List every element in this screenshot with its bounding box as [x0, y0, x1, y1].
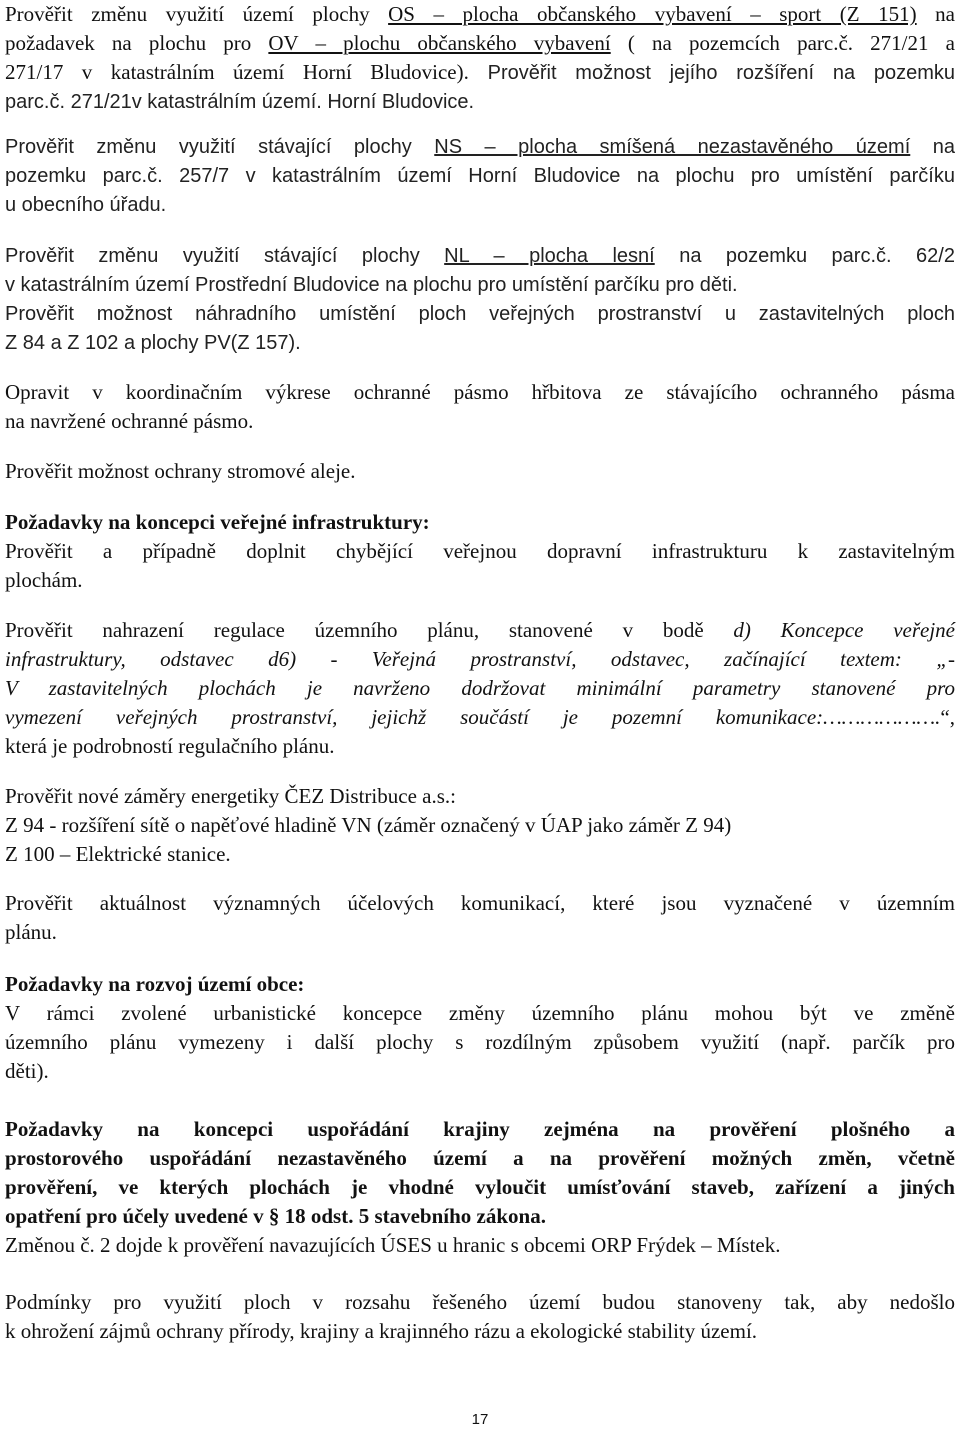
page-number: 17 — [471, 1411, 489, 1428]
paragraph-ns-plocha — [5, 133, 955, 220]
line: děti). — [5, 1059, 49, 1083]
text: ( na pozemcích parc.č. 271/21 a — [610, 31, 955, 55]
underlined-term: NL – plocha lesní — [444, 245, 655, 267]
section-krajina — [5, 1115, 955, 1260]
section-rozvoj-obce — [5, 970, 955, 1086]
line — [5, 703, 955, 732]
line: Podmínky pro využití ploch v rozsahu řešeného území budou stanoveny tak, aby nedošlo — [5, 1290, 955, 1314]
paragraph-hrbitov — [5, 378, 955, 436]
line: prověření, ve kterých plochách je vhodné vyloučit umísťování staveb, zařízení a jiných — [5, 1175, 955, 1199]
text: Prověřit nahrazení regulace územního plánu, stanovené v bodě — [5, 618, 734, 642]
section-heading: Požadavky na koncepci veřejné infrastruktury: — [5, 510, 430, 534]
line: Požadavky na koncepci uspořádání krajiny zejména na prověření plošného a — [5, 1117, 955, 1141]
text: na pozemku parc.č. 62/2 — [654, 245, 955, 267]
line: V zastavitelných plochách je navrženo dodržovat minimální parametry stanovené pro — [5, 676, 955, 700]
text: Prověřit změnu využití stávající plochy — [5, 245, 445, 267]
line: Prověřit a případně doplnit chybějící veřejnou dopravní infrastrukturu k zastavitelným — [5, 539, 955, 563]
line — [5, 242, 955, 271]
section-heading: Požadavky na rozvoj území obce: — [5, 972, 305, 996]
text: Prověřit možnost jejího rozšíření na pozemku — [468, 62, 955, 84]
line: plánu. — [5, 920, 57, 944]
paragraph-aleje — [5, 457, 955, 486]
text: požadavek na plochu pro — [5, 31, 269, 55]
line: Prověřit aktuálnost významných účelových komunikací, které jsou vyznačené v územním — [5, 891, 955, 915]
line: na navržené ochranné pásmo. — [5, 409, 254, 433]
paragraph-os-plocha — [5, 0, 955, 117]
line — [5, 29, 955, 58]
paragraph-regulace — [5, 616, 955, 761]
line: Opravit v koordinačním výkrese ochranné pásmo hřbitova ze stávajícího ochranného pásma — [5, 380, 955, 404]
line: pozemku parc.č. 257/7 v katastrálním území Horní Bludovice na plochu pro umístění parčíku — [5, 165, 955, 187]
paragraph-komunikace — [5, 889, 955, 947]
section-verejna-infrastruktura — [5, 508, 955, 595]
line: Z 94 - rozšíření sítě o napěťové hladině VN (záměr označený v ÚAP jako záměr Z 94) — [5, 813, 732, 837]
line — [5, 58, 955, 88]
line — [5, 616, 955, 645]
line: Z 100 – Elektrické stanice. — [5, 842, 231, 866]
line: u obecního úřadu. — [5, 194, 167, 216]
underlined-term: OS – plocha občanského vybavení – sport (Z 151) — [388, 2, 917, 26]
text: “, — [940, 705, 955, 729]
paragraph-podminky — [5, 1288, 955, 1346]
line: infrastruktury, odstavec d6) - Veřejná prostranství, odstavec, začínající textem: „- — [5, 647, 955, 671]
line: Změnou č. 2 dojde k prověření navazujících ÚSES u hranic s obcemi ORP Frýdek – Místek. — [5, 1233, 781, 1257]
line: k ohrožení zájmů ochrany přírody, krajiny a krajinného rázu a ekologické stability území. — [5, 1319, 758, 1343]
line: V rámci zvolené urbanistické koncepce změny územního plánu mohou být ve změně — [5, 1001, 955, 1025]
line: parc.č. 271/21v katastrálním území. Horní Bludovice. — [5, 91, 475, 113]
line: Z 84 a Z 102 a plochy PV(Z 157). — [5, 332, 301, 354]
line: v katastrálním území Prostřední Bludovice na plochu pro umístění parčíku pro děti. — [5, 274, 738, 296]
line: plochám. — [5, 568, 83, 592]
line: Prověřit možnost náhradního umístění ploch veřejných prostranství u zastavitelných ploch — [5, 303, 955, 325]
line: Prověřit možnost ochrany stromové aleje. — [5, 459, 356, 483]
line — [5, 0, 955, 29]
text: 271/17 v katastrálním území Horní Bludovice). — [5, 60, 469, 84]
text: na — [916, 2, 955, 26]
line — [5, 133, 955, 162]
line: územního plánu vymezeny i další plochy s rozdílným způsobem využití (např. parčík pro — [5, 1030, 955, 1054]
line: která je podrobností regulačního plánu. — [5, 734, 335, 758]
paragraph-energetika — [5, 782, 955, 869]
line: opatření pro účely uvedené v § 18 odst. 5 stavebního zákona. — [5, 1204, 546, 1228]
line: prostorového uspořádání nezastavěného území a na prověření možných změn, včetně — [5, 1146, 955, 1170]
text: Prověřit změnu využití stávající plochy — [5, 136, 435, 158]
underlined-term: NS – plocha smíšená nezastavěného území — [434, 136, 911, 158]
paragraph-nl-plocha — [5, 242, 955, 358]
text: Prověřit změnu využití území plochy — [5, 2, 389, 26]
underlined-term: OV – plochu občanského vybavení — [268, 31, 611, 55]
italic-text: vymezení veřejných prostranství, jejichž součástí je pozemní komunikace:………………. — [5, 705, 941, 729]
text: na — [910, 136, 956, 158]
italic-text: d) Koncepce veřejné — [733, 618, 956, 642]
line: Prověřit nové záměry energetiky ČEZ Distribuce a.s.: — [5, 784, 456, 808]
